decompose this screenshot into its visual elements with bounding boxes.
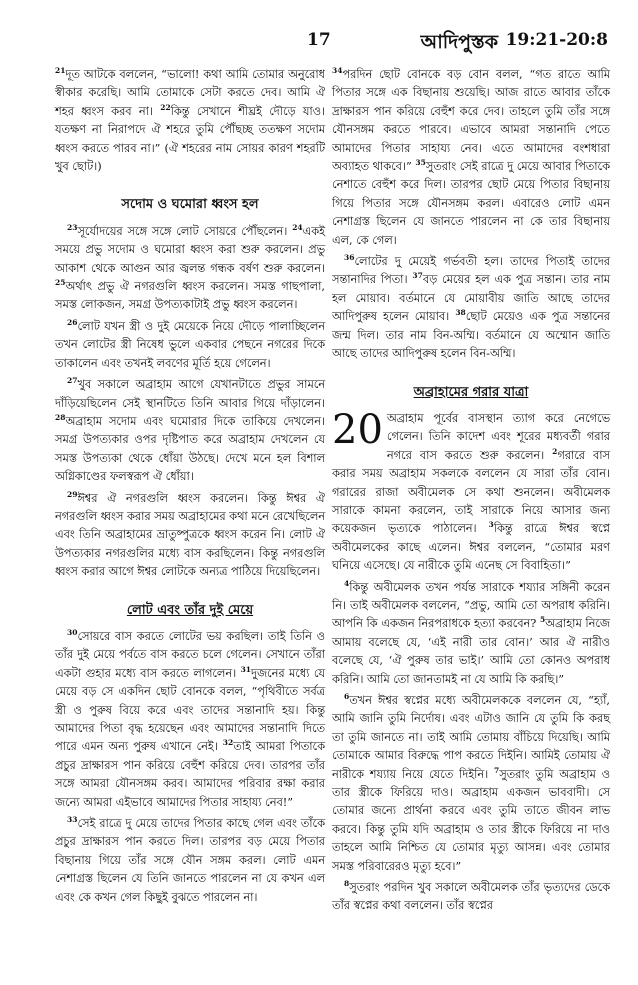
verse-number: 30 [67,628,78,638]
right-column [332,66,610,919]
verse-text: সুতরাং তুমি অব্রাহাম ও তার স্ত্রীকে ফিরিয়ে দাও। অব্রাহাম একজন ভাববাদী। সে তোমার জন্যে প্রার্থনা করবে এবং তুমি তাতে জীবন লাভ করবে। কিন্তু তুমি যদি অব্রাহাম ও তার স্ত্রীকে ফিরিয়ে না দাও তাহলে আমি নিশ্চিত যে তোমার মৃত্যু আসন্ন। এবং তোমার সমস্ত পরিবারেরও মৃত্যু হবে।” [332,767,610,873]
verse-text: সুতরাং সেই রাত্রে দু মেয়ে আবার পিতাকে নেশাতে বেহুঁশ করে দিল। তারপর ছোট মেয়ে পিতার বিছানায় গিয়ে পিতার সঙ্গে যৌনসঙ্গম করল। এবারেও লোট এমন নেশাগ্রস্ত ছিলেন যে জানতে পারলেন না কে তার বিছানায় এল, কে গেল। [332,160,610,247]
verse-text: তাই আমরা পিতাকে প্রচুর দ্রাক্ষারস পান করিয়ে বেহুঁশ করিয়ে দেব। তারপর তাঁর সঙ্গে আমরা যৌনসঙ্গম করব। আমাদের পরিবার রক্ষা করার জন্যে আমরা এইভাবে আমাদের পিতার সাহায্য নেব!” [55,740,325,809]
verse-number: 22 [160,103,171,113]
verse-number: 33 [67,815,78,825]
verse-number: 8 [344,879,350,889]
verse-paragraph [55,66,325,176]
verse-number: 26 [67,318,78,328]
verse-text: সূর্যোদয়ের সঙ্গে সঙ্গে লোট সোয়রে পৌঁছলেন। [77,224,293,238]
verse-number: 4 [344,578,350,588]
section-heading: লোট এবং তাঁর দুই মেয়ে [126,602,254,618]
verse-paragraph [332,253,610,363]
verse-text: একই সময়ে প্রভু সদোম ও ঘমোরা ধ্বংস করা শুরু করলেন। প্রভু আকাশ থেকে আগুন আর জ্বলন্ত গন্ধক বর্ষণ শুরু করলেন। [55,224,325,275]
verse-text: ঈশ্বর ঐ নগরগুলি ধ্বংস করলেন। কিন্তু ঈশ্বর ঐ নগরগুলি ধ্বংস করার সময় অব্রাহামের কথা মনে রেখেছিলেন এবং তিনি অব্রাহামের ভ্রাতুষ্পুত্রকে ধ্বংস করেন নি। লোট ঐ উপত্যকার নগরগুলির মধ্যে বাস করছিলেন। কিন্তু নগরগুলি ধ্বংস করার আগে ঈশ্বর লোটকে অন্যত্র পাঠিয়ে দিয়েছিলেন। [55,491,325,579]
verse-text: দুজনের মধ্যে যে মেয়ে বড় সে একদিন ছোট বোনকে বলল, “পৃথিবীতে সর্বত্র স্ত্রী ও পুরুষ বিয়ে করে এবং তাদের সন্তানাদি হয়। কিন্তু আমাদের পিতা বৃদ্ধ হয়েছেন এবং আমাদের সন্তানাদি দিতে পারে এমন অন্য পুরুষ এখানে নেই। [55,666,325,754]
verse-number: 25 [55,278,66,288]
page-number: 17 [307,30,331,50]
verse-number: 35 [415,158,426,168]
verse-number: 32 [222,738,234,748]
verse-paragraph [55,490,325,582]
verse-text: কিন্তু সেখানে শীঘ্রই দৌড়ে যাও। যতক্ষণ না নিরাপদে ঐ শহরে তুমি পৌঁছচ্ছ ততক্ষণ সদোম ধ্বংস করতে পারব না।” (ঐ শহরের নাম সোয়র কারণ শহরটি খুব ছোট।) [55,104,325,174]
verse-number: 36 [344,253,355,263]
verse-paragraph [332,406,610,576]
chapter-reference: 19:21-20:8 [505,30,608,50]
verse-text: ছোট মেয়েও এক পুত্র সন্তানের জন্ম দিল। তার নাম বিন-অম্মি। বর্তমানে যে অম্মোন জাতি আছে তাদের আদিপুরুষ হলেন বিন-অম্মি। [332,310,610,361]
verse-paragraph [55,223,325,315]
verse-number: 21 [55,66,66,76]
verse-number: 7 [493,765,500,775]
verse-paragraph [55,376,325,486]
verse-paragraph [332,692,610,876]
verse-number: 38 [455,308,466,318]
verse-number: 37 [412,271,423,281]
section-heading: সদোম ও ঘমোরা ধ্বংস হল [121,197,259,213]
verse-number: 27 [67,376,78,386]
left-column [55,66,325,910]
page-header [52,28,608,58]
verse-text: দূত আটকে বললেন, “ভালো! কথা আমি তোমার অনুরোধ স্বীকার করেছি। আমি তোমাকে সেটা করতে দেব। আমি ঐ শহর ধ্বংস করব না। [55,68,325,118]
verse-number: 28 [55,413,66,423]
verse-paragraph [55,318,325,373]
verse-text: বড় মেয়ের হল এক পুত্র সন্তান। তার নাম হল মোয়াব। বর্তমানে যে মোয়াবীয় জাতি আছে তাদের আদিপুরুষ হলেন মোয়াব। [332,273,610,324]
verse-text: লোটের দু মেয়েই গর্ভবতী হল। তাদের পিতাই তাদের সন্তানাদির পিতা। [332,255,610,287]
book-title: আদিপুস্তক [420,31,498,53]
verse-paragraph [55,815,325,907]
verse-number: 31 [240,665,252,675]
verse-number: 23 [67,223,78,233]
verse-number: 5 [539,615,546,625]
verse-text: গরারে বাস করার সময় অব্রাহাম সকলকে বললেন যে সারা তাঁর বোন। গরারের রাজা অবীমেলক সে কথা শুনলেন। অবীমেলক সারাকে কামনা করলেন, তাই সারাকে নিয়ে আসার জন্য কয়েকজন ভৃত্যকে পাঠালেন। [332,448,610,536]
verse-paragraph [332,66,610,250]
verse-text: সুতরাং পরদিন খুব সকালে অবীমেলক তাঁর ভৃত্যদের ডেকে তাঁর স্বপ্নের কথা বললেন। তাঁর স্বপ্নের [332,881,610,913]
verse-number: 2 [552,446,558,456]
verse-text: অব্রাহাম নিজে আমায় বলেছে যে, ‘এই নারী তার বোন।’ আর ঐ নারীও বলেছে যে, ‘ঐ পুরুষ তার ভাই।’ আমি তো কোনও অপরাধ করিনি। আমি তো জানতামই না যে আমি কি করছি।” [332,617,610,686]
verse-text: অব্রাহাম পূর্বের বাসস্থান ত্যাগ করে নেগেভে গেলেন। তিনি কাদেশ এবং শূরের মধ্যবর্তী গরার নগরে বাস করতে শুরু করলেন। [386,411,610,462]
verse-text: পরদিন ছোট বোনকে বড় বোন বলল, “গত রাতে আমি পিতার সঙ্গে এক বিছানায় শুয়েছি। আজ রাতে আবার তাঁকে দ্রাক্ষারস পান করিয়ে বেহুঁশ করে দেব। তাহলে তুমি তাঁর সঙ্গে যৌনসঙ্গম করতে পারবে। এভাবে আমরা সন্তানাদি পেতে আমাদের পিতার সাহায্য নেব। এতে আমাদের বংশধারা অব্যাহত থাকবে।” [332,68,610,174]
section-heading: অব্রাহামের গরার যাত্রা [413,384,529,400]
verse-text: সোয়রে বাস করতে লোটের ভয় করছিল। তাই তিনি ও তাঁর দুই মেয়ে পর্বতে বাস করতে চলে গেলেন। সেখানে তাঁরা একটা গুহার মধ্যে বাস করতে লাগলেন। [55,629,325,680]
verse-number: 6 [344,692,350,702]
verse-text: অব্রাহাম সদোম এবং ঘমোরার দিকে তাকিয়ে দেখলেন। সমগ্র উপত্যকার ওপর দৃষ্টিপাত করে অব্রাহাম দেখলেন যে সমস্ত উপত্যকা থেকে ধোঁয়া উঠছে। দেখে মনে হল বিশাল অগ্নিকাণ্ডের ফলস্বরূপ ঐ ধোঁয়া। [55,414,325,484]
verse-text: অর্থাৎ প্রভু ঐ নগরগুলি ধ্বংস করলেন। সমস্ত গাছপালা, সমস্ত লোকজন, সমগ্র উপত্যকাটাই প্রভু ধ্বংস করলেন। [55,280,325,312]
verse-paragraph [332,579,610,689]
verse-text: লোট যখন স্ত্রী ও দুই মেয়েকে নিয়ে দৌড়ে পালাচ্ছিলেন তখন লোটের স্ত্রী নিষেধ ভুলে একবার পেছনে নগরের দিকে তাকালেন এবং তখনই লবণের মূর্তি হয়ে গেলেন। [55,319,325,370]
verse-text: তখন ঈশ্বর স্বপ্নের মধ্যে অবীমেলককে বললেন যে, “হ্যাঁ, আমি জানি তুমি নির্দোষ। এবং এটাও জানি যে তুমি কি করছ তা তুমি জানতে না। তাই আমি তোমায় বাঁচিয়ে দিয়েছি। আমি তোমাকে আমার বিরুদ্ধে পাপ করতে দিইনি। আমিই তোমায় ঐ নারীকে শয্যায় নিয়ে যেতে দিইনি। [332,694,610,781]
verse-text: খুব সকালে অব্রাহাম আগে যেখানটাতে প্রভুর সামনে দাঁড়িয়েছিলেন সেই স্থানটিতে তিনি আবার গিয়ে দাঁড়ালেন। [55,378,325,410]
verse-number: 3 [488,520,494,530]
verse-paragraph [332,879,610,916]
verse-text: কিন্তু রাত্রে ঈশ্বর স্বপ্নে অবীমেলকের কাছে এলেন। ঈশ্বর বললেন, “তোমার মরণ ঘনিয়ে এসেছে। যে নারীকে তুমি এনেছ সে বিবাহিতা।” [332,522,610,573]
verse-number: 34 [332,66,343,76]
verse-paragraph [55,628,325,812]
verse-number: 24 [292,223,303,233]
verse-number: 29 [67,489,78,499]
chapter-number: 20 [332,406,383,453]
verse-text: কিন্তু অবীমেলক তখন পর্যন্ত সারাকে শয্যার সঙ্গিনী করেন নি। তাই অবীমেলক বললেন, “প্রভু, আমি তো অপরাধ করিনি। আপনি কি একজন নিরপরাধকে হত্যা করবেন? [332,580,610,631]
verse-text: সেই রাত্রে দু মেয়ে তাদের পিতার কাছে গেল এবং তাঁকে প্রচুর দ্রাক্ষারস পান করতে দিল। তারপর বড় মেয়ে পিতার বিছানায় গিয়ে তাঁর সঙ্গে যৌন সঙ্গম করল। লোট এমন নেশাগ্রস্ত ছিলেন যে তিনি জানতে পারলেন না যে কখন এল এবং কে কখন গেল কিছুই বুঝতে পারলেন না। [55,817,325,904]
